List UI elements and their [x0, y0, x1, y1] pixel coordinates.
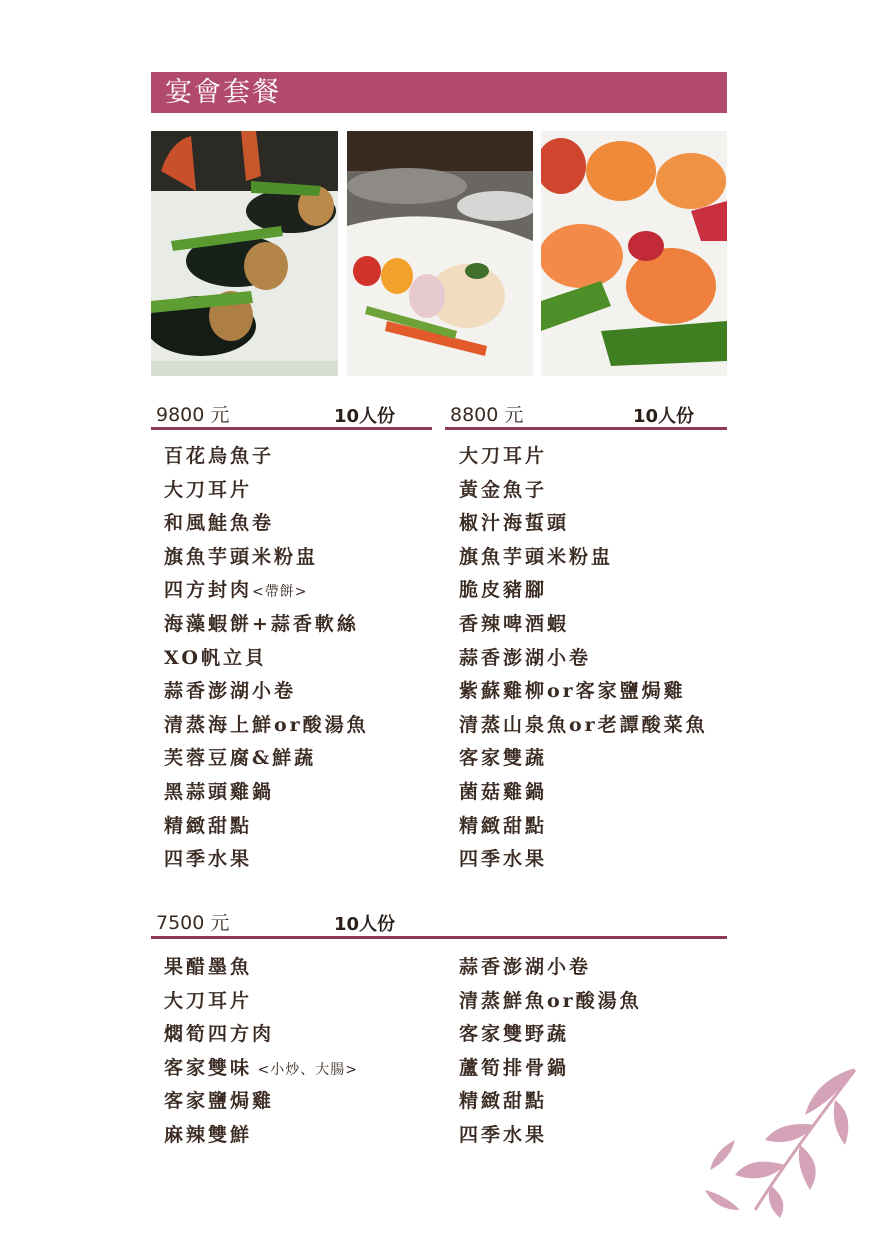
menu-item: [164, 742, 369, 776]
set-8800-people: 10人份: [633, 406, 695, 427]
menu-item-name: 燜筍四方肉: [164, 1023, 275, 1046]
food-photo-scallop-plate: [347, 131, 533, 376]
set-8800-divider: [445, 427, 727, 430]
menu-item: [459, 1085, 642, 1119]
menu-item: [164, 951, 358, 985]
menu-item: [164, 474, 369, 508]
menu-item-note: <小炒、大腸>: [252, 1061, 358, 1078]
set-7500-people: 10人份: [334, 914, 396, 935]
menu-item: [459, 709, 708, 743]
menu-item: [164, 507, 369, 541]
food-photo-seaweed-rolls: [151, 131, 338, 376]
menu-item: [459, 1018, 642, 1052]
header-banner: [151, 72, 727, 113]
menu-item-name: 黃金魚子: [459, 478, 548, 501]
menu-item: [164, 1052, 358, 1086]
menu-item-name: 芙蓉豆腐&鮮蔬: [164, 747, 317, 770]
menu-item-name: 果醋墨魚: [164, 956, 253, 978]
menu-item-name: 蘆筍排骨鍋: [459, 1056, 570, 1079]
menu-item-name: 精緻甜點: [164, 814, 253, 837]
set-7500-menu-list-right: [459, 951, 642, 1153]
menu-item: [164, 1085, 358, 1119]
set-7500-menu-list-left: [164, 951, 358, 1153]
menu-item-name: 椒汁海蜇頭: [459, 512, 570, 535]
menu-item: [459, 474, 708, 508]
menu-item-name: 清蒸鮮魚or酸湯魚: [459, 989, 642, 1012]
menu-item: [459, 608, 708, 642]
menu-item: [164, 985, 358, 1019]
menu-item-name: 精緻甜點: [459, 1090, 548, 1113]
menu-item-name: 四季水果: [459, 1123, 548, 1146]
set-9800-divider: [151, 427, 432, 430]
menu-item-name: XO帆立貝: [164, 646, 267, 669]
menu-item: [459, 1119, 642, 1153]
menu-item-name: 黑蒜頭雞鍋: [164, 780, 275, 803]
menu-item: [164, 608, 369, 642]
menu-item-name: 精緻甜點: [459, 814, 548, 837]
menu-item: [459, 951, 642, 985]
menu-item-name: 旗魚芋頭米粉盅: [459, 545, 614, 568]
leaf-branch-decoration: [695, 1060, 865, 1220]
menu-item: [459, 507, 708, 541]
menu-item: [459, 776, 708, 810]
menu-item-name: 大刀耳片: [164, 478, 253, 501]
menu-item: [164, 1018, 358, 1052]
set-7500-price: 7500 元: [156, 912, 230, 934]
menu-item: [164, 776, 369, 810]
menu-item: [459, 642, 708, 676]
menu-item-name: 旗魚芋頭米粉盅: [164, 545, 319, 568]
menu-item-name: 客家雙味: [164, 1056, 253, 1079]
menu-item: [164, 440, 369, 474]
menu-item-name: 大刀耳片: [164, 989, 253, 1012]
menu-item-name: 菌菇雞鍋: [459, 780, 548, 803]
menu-item: [164, 810, 369, 844]
menu-item: [459, 1052, 642, 1086]
menu-item-name: 客家鹽焗雞: [164, 1090, 275, 1113]
menu-item: [164, 843, 369, 877]
menu-item-name: 四季水果: [164, 848, 253, 871]
set-9800-menu-list: [164, 440, 369, 877]
menu-item-name: 蒜香澎湖小卷: [459, 646, 592, 669]
menu-item-name: 紫蘇雞柳or客家鹽焗雞: [459, 680, 686, 703]
menu-item: [164, 541, 369, 575]
menu-item-name: 四方封肉: [164, 579, 253, 602]
menu-item: [164, 642, 369, 676]
page-title: 宴會套餐: [165, 77, 281, 108]
food-photo-salmon-rolls: [541, 131, 727, 376]
menu-item: [459, 810, 708, 844]
set-8800-price: 8800 元: [450, 404, 524, 426]
menu-item: [459, 574, 708, 608]
menu-item: [459, 985, 642, 1019]
menu-item-name: 香辣啤酒蝦: [459, 612, 570, 635]
menu-item-name: 大刀耳片: [459, 445, 548, 467]
menu-item: [459, 440, 708, 474]
set-8800-menu-list: [459, 440, 708, 877]
menu-item-name: 脆皮豬腳: [459, 579, 548, 602]
menu-item: [164, 709, 369, 743]
menu-item: [459, 541, 708, 575]
menu-item-name: 四季水果: [459, 848, 548, 871]
set-9800-people: 10人份: [334, 406, 396, 427]
menu-item: [164, 1119, 358, 1153]
menu-item-name: 清蒸海上鮮or酸湯魚: [164, 713, 369, 736]
set-7500-divider: [151, 936, 727, 939]
menu-item-name: 海藻蝦餅+蒜香軟絲: [164, 612, 359, 635]
menu-item-name: 清蒸山泉魚or老譚酸菜魚: [459, 713, 708, 736]
menu-item-note: <帶餅>: [252, 584, 308, 601]
menu-item-name: 蒜香澎湖小卷: [164, 680, 297, 703]
menu-item-name: 客家雙蔬: [459, 747, 548, 770]
menu-item-name: 蒜香澎湖小卷: [459, 956, 592, 978]
menu-item-name: 和風鮭魚卷: [164, 512, 275, 535]
set-9800-price: 9800 元: [156, 404, 230, 426]
menu-item: [459, 742, 708, 776]
menu-item: [164, 675, 369, 709]
menu-item: [164, 574, 369, 608]
menu-item: [459, 675, 708, 709]
menu-item-name: 客家雙野蔬: [459, 1023, 570, 1046]
menu-item: [459, 843, 708, 877]
menu-item-name: 麻辣雙鮮: [164, 1123, 253, 1146]
menu-item-name: 百花烏魚子: [164, 445, 275, 467]
